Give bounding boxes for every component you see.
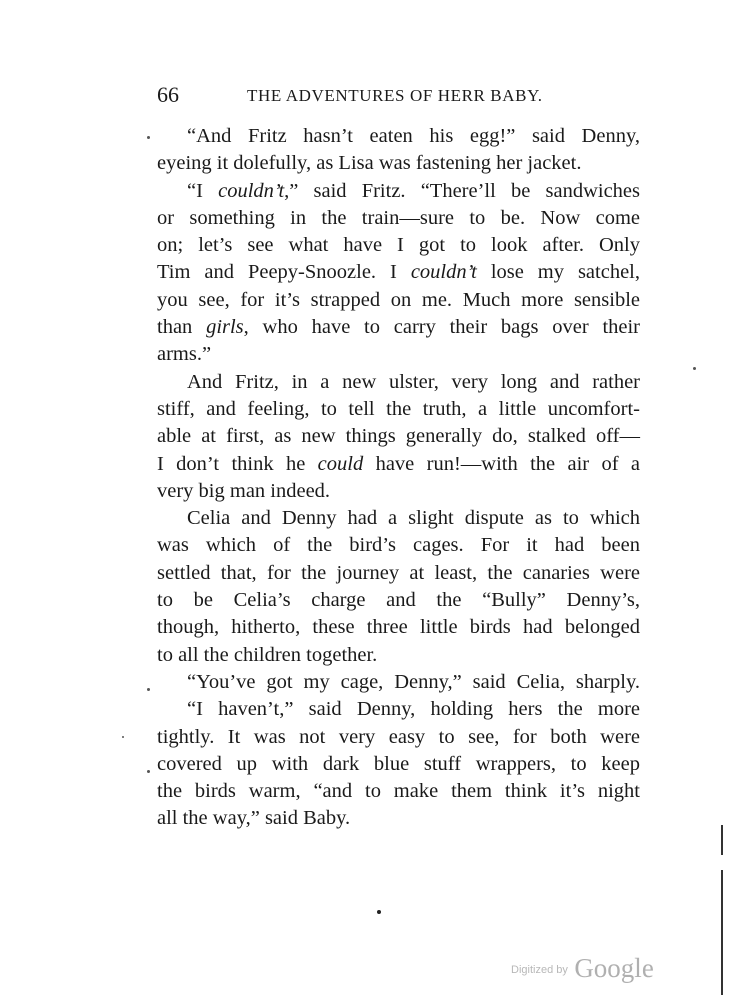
text-line [157, 614, 640, 641]
text-segment: I don’t think he [157, 452, 318, 475]
text-segment: though, hitherto, these three little birds had belonged [157, 616, 640, 639]
text-segment: to all the children together. [157, 643, 378, 666]
text-segment: , who have to carry their bags over their [243, 316, 641, 339]
text-line [157, 178, 640, 205]
text-segment: And Fritz, in a new ulster, very long and rather [187, 370, 640, 393]
scan-speck [122, 736, 124, 738]
digitized-watermark [511, 953, 654, 984]
text-line [157, 341, 640, 368]
watermark-prefix: Digitized by [511, 964, 568, 976]
text-segment: was which of the bird’s cages. For it had been [157, 534, 640, 557]
text-segment: tightly. It was not very easy to see, for both were [157, 725, 640, 748]
italic-text: couldn’t [410, 261, 477, 284]
running-title: THE ADVENTURES OF HERR BABY. [247, 86, 543, 105]
text-line [157, 724, 640, 751]
text-segment: on; let’s see what have I got to look after. Only [157, 234, 640, 257]
text-segment: all the way,” said Baby. [157, 807, 351, 830]
text-segment: settled that, for the journey at least, the canaries were [157, 561, 640, 584]
text-segment: stiff, and feeling, to tell the truth, a little uncomfort- [157, 397, 640, 420]
scan-speck [147, 770, 150, 773]
text-segment: lose my satchel, [476, 261, 640, 284]
text-segment: you see, for it’s strapped on me. Much more sensible [157, 288, 640, 311]
text-line [157, 696, 640, 723]
scan-edge-line [721, 870, 723, 995]
text-line [157, 423, 640, 450]
scan-speck [693, 367, 696, 370]
text-segment: very big man indeed. [157, 479, 331, 502]
text-segment: “I haven’t,” said Denny, holding hers the more [187, 698, 640, 721]
scan-speck [147, 688, 150, 691]
text-segment: the birds warm, “and to make them think it’s night [157, 780, 640, 803]
text-segment: able at first, as new things generally do, stalked off— [157, 425, 640, 448]
text-line [157, 451, 640, 478]
text-line [157, 778, 640, 805]
text-segment: ,” said Fritz. “There’ll be sandwiches [284, 179, 640, 202]
text-line [157, 123, 640, 150]
text-line [157, 287, 640, 314]
page-number: 66 [157, 82, 179, 107]
italic-text: couldn’t [218, 179, 285, 202]
text-line [157, 150, 640, 177]
text-line [157, 314, 640, 341]
text-segment: covered up with dark blue stuff wrappers, to keep [157, 752, 640, 775]
text-line [157, 587, 640, 614]
book-body-text [157, 123, 640, 833]
google-logo: Google [574, 953, 654, 983]
text-line [157, 560, 640, 587]
text-line [157, 805, 640, 832]
text-line [157, 642, 640, 669]
scan-speck [147, 136, 150, 139]
text-line [157, 396, 640, 423]
scan-speck [377, 910, 381, 914]
text-segment: or something in the train—sure to be. Now come [157, 206, 640, 229]
text-line [157, 478, 640, 505]
text-segment: Tim and Peepy-Snoozle. I [157, 261, 411, 284]
text-segment: “And Fritz hasn’t eaten his egg!” said Denny, [187, 125, 640, 147]
text-segment: “I [187, 179, 219, 202]
text-segment: arms.” [157, 343, 212, 366]
text-line [157, 259, 640, 286]
text-segment: have run!—with the air of a [363, 452, 640, 475]
text-line [157, 751, 640, 778]
text-segment: “You’ve got my cage, Denny,” said Celia, sharply. [187, 670, 640, 693]
text-segment: eyeing it dolefully, as Lisa was fastening her jacket. [157, 152, 582, 175]
italic-text: girls [206, 316, 244, 339]
italic-text: could [317, 452, 364, 475]
text-line [157, 532, 640, 559]
text-line [157, 205, 640, 232]
text-line [157, 505, 640, 532]
text-segment: than [157, 316, 207, 339]
scan-edge-line [721, 825, 723, 855]
text-line [157, 232, 640, 259]
text-segment: Celia and Denny had a slight dispute as to which [187, 507, 640, 530]
text-line [157, 669, 640, 696]
text-line [157, 369, 640, 396]
text-segment: to be Celia’s charge and the “Bully” Denny’s, [157, 589, 640, 612]
